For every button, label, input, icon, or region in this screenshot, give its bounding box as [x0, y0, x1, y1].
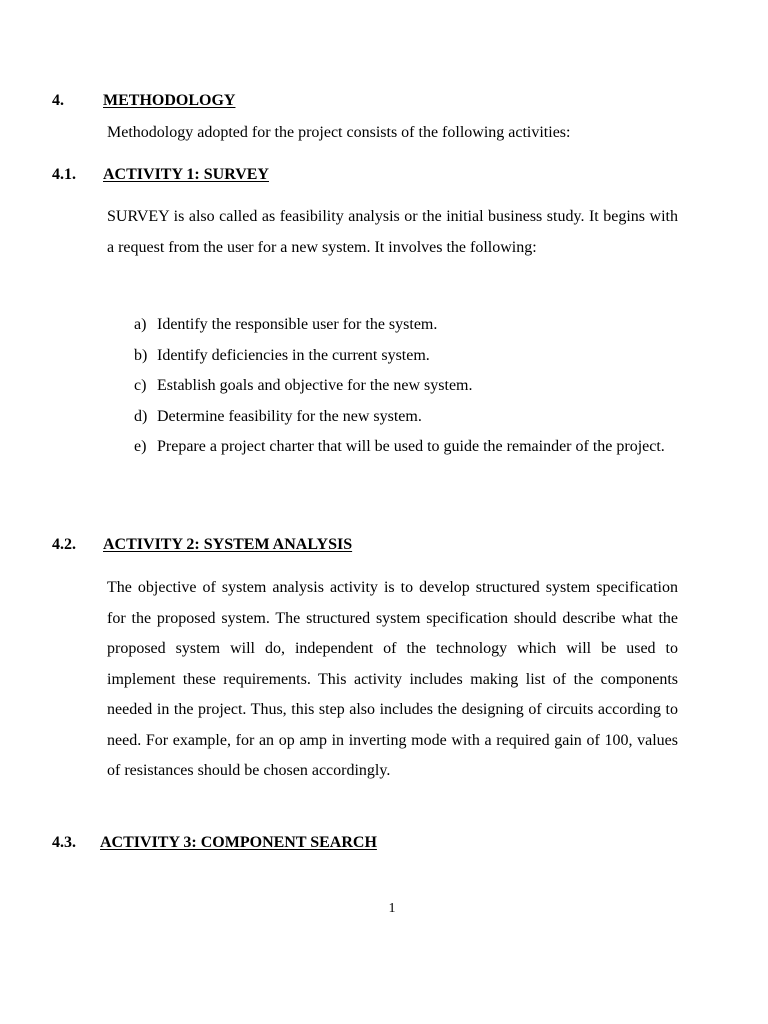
- list-item: [134, 402, 678, 433]
- activity-2-paragraph: The objective of system analysis activity is to develop structured system specification for the proposed system. The structured system specification should describe what the proposed system will do, independent of the technology which will be used to implement these requirements. This activity includes making list of the components needed in the project. Thus, this step also includes the designing of circuits according to need. For example, for an op amp in inverting mode with a required gain of 100, values of resistances should be chosen accordingly.: [107, 579, 678, 779]
- list-item: [134, 432, 678, 463]
- list-item-text: Establish goals and objective for the new system.: [157, 377, 473, 394]
- page-number: 1: [388, 901, 396, 916]
- subsection-title: ACTIVITY 3: COMPONENT SEARCH: [100, 834, 377, 851]
- subsection-heading-activity-1: [52, 165, 269, 185]
- list-item-text: Identify deficiencies in the current system.: [157, 346, 430, 364]
- subsection-number: 4.2.: [52, 536, 76, 553]
- requirements-list: [134, 310, 678, 463]
- section-number: 4.: [52, 92, 64, 109]
- subsection-title: ACTIVITY 2: SYSTEM ANALYSIS: [103, 536, 353, 553]
- list-item-text: Prepare a project charter that will be used to guide the remainder of the project.: [157, 438, 665, 455]
- section-intro: Methodology adopted for the project consists of the following activities:: [107, 124, 571, 141]
- subsection-number: 4.1.: [52, 166, 76, 183]
- list-marker: a): [134, 316, 147, 333]
- section-heading-methodology: [52, 91, 236, 111]
- section-title: METHODOLOGY: [103, 92, 236, 109]
- list-item: [134, 371, 678, 402]
- subsection-heading-activity-2: [52, 535, 353, 555]
- activity-1-paragraph: SURVEY is also called as feasibility analysis or the initial business study. It begins with a request from the user for a new system. It involves the following:: [107, 208, 678, 256]
- list-item-text: Determine feasibility for the new system.: [157, 407, 422, 425]
- subsection-title: ACTIVITY 1: SURVEY: [103, 166, 269, 183]
- list-marker: c): [134, 377, 147, 394]
- list-item-text: Identify the responsible user for the system.: [157, 316, 438, 333]
- subsection-number: 4.3.: [52, 834, 76, 851]
- list-marker: e): [134, 438, 147, 455]
- list-marker: b): [134, 346, 148, 364]
- list-item: [134, 341, 678, 372]
- subsection-heading-activity-3: [52, 833, 377, 853]
- list-item: [134, 310, 678, 341]
- list-marker: d): [134, 407, 148, 425]
